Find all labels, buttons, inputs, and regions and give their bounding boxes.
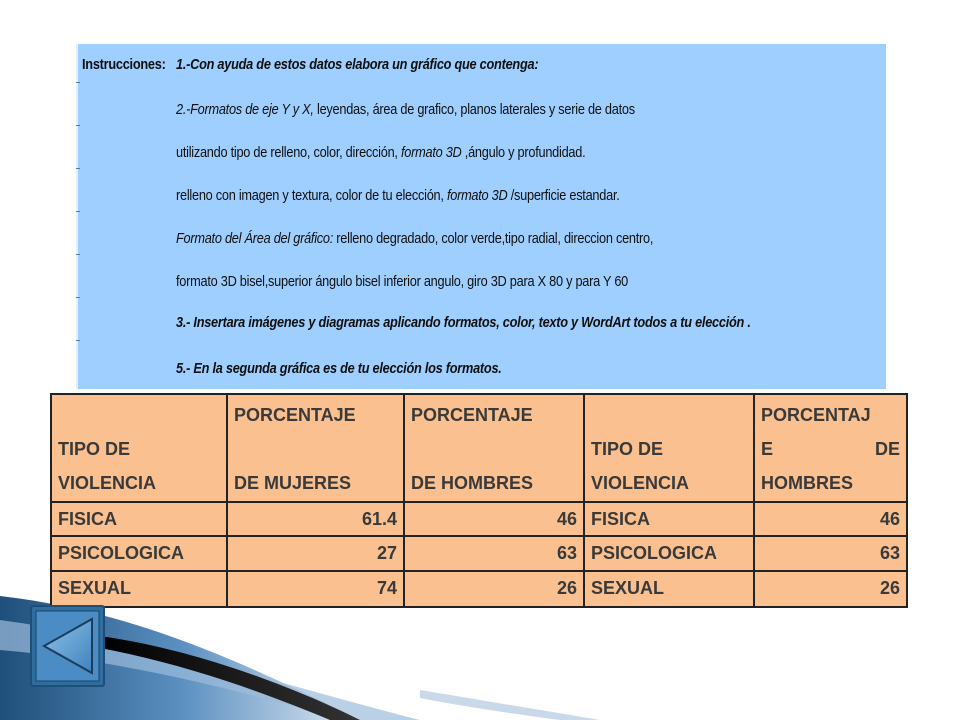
instruction-5-rest: relleno degradado, color verde,tipo radial, direccion centro, bbox=[333, 230, 654, 247]
instruction-3-b: ,ángulo y profundidad. bbox=[461, 144, 586, 161]
instruction-3 bbox=[176, 144, 585, 161]
header-hombres2-line2b: DE bbox=[874, 439, 900, 459]
table-row-3-tipo-2 bbox=[585, 572, 755, 606]
cell-text: FISICA bbox=[58, 509, 118, 529]
table-row-2-tipo bbox=[52, 537, 228, 572]
instruction-5-italic: Formato del Área del gráfico: bbox=[176, 230, 334, 247]
table-row-2-hombres-2 bbox=[755, 537, 906, 572]
back-button[interactable] bbox=[30, 605, 105, 687]
table-row-3-hombres bbox=[405, 572, 585, 606]
table-row-2-mujeres bbox=[228, 537, 405, 572]
table-row-1-hombres-2 bbox=[755, 503, 906, 537]
cell-text: PSICOLOGICA bbox=[58, 543, 185, 563]
cell-text: SEXUAL bbox=[58, 578, 132, 598]
header-hombres-line2: DE HOMBRES bbox=[411, 473, 534, 493]
instruction-4-a: relleno con imagen y textura, color de tu elección, bbox=[176, 187, 447, 204]
header-tipo-line2: VIOLENCIA bbox=[58, 473, 157, 493]
cell-text: 74 bbox=[376, 578, 397, 598]
instruction-4-b: /superficie estandar. bbox=[507, 187, 620, 204]
violence-data-table bbox=[50, 393, 908, 608]
instruction-3-italic: formato 3D bbox=[400, 144, 462, 161]
instructions-panel bbox=[76, 44, 886, 389]
table-row-1-mujeres bbox=[228, 503, 405, 537]
panel-gridline-ticks bbox=[76, 44, 82, 389]
instruction-4-italic: formato 3D bbox=[446, 187, 508, 204]
instruction-2-italic: 2.-Formatos de eje Y y X, bbox=[176, 101, 314, 118]
instruction-7: 3.- Insertara imágenes y diagramas aplicando formatos, color, texto y WordArt todos a tu elección . bbox=[176, 314, 751, 331]
table-row-2-tipo-2 bbox=[585, 537, 755, 572]
instruction-1: 1.-Con ayuda de estos datos elabora un gráfico que contenga: bbox=[176, 56, 539, 73]
instruction-2-rest: leyendas, área de grafico, planos laterales y serie de datos bbox=[313, 101, 635, 118]
header-hombres-line1: PORCENTAJE bbox=[411, 405, 533, 425]
instruction-6: formato 3D bisel,superior ángulo bisel inferior angulo, giro 3D para X 80 y para Y 60 bbox=[176, 273, 629, 290]
header-tipo2-line1: TIPO DE bbox=[591, 439, 664, 459]
cell-text: 63 bbox=[879, 543, 900, 563]
instructions-heading: Instrucciones: bbox=[82, 56, 166, 73]
cell-text: SEXUAL bbox=[591, 578, 665, 598]
header-porcentaje-hombres-2 bbox=[755, 395, 906, 503]
instruction-3-a: utilizando tipo de relleno, color, dirección, bbox=[176, 144, 401, 161]
instruction-4 bbox=[176, 187, 620, 204]
table-row-1-tipo-2 bbox=[585, 503, 755, 537]
table-row-1-hombres bbox=[405, 503, 585, 537]
header-porcentaje-mujeres bbox=[228, 395, 405, 503]
table-row-1-tipo bbox=[52, 503, 228, 537]
cell-text: 63 bbox=[556, 543, 577, 563]
header-porcentaje-hombres bbox=[405, 395, 585, 503]
cell-text: 27 bbox=[376, 543, 397, 563]
back-triangle-icon bbox=[32, 607, 103, 685]
table-row-2-hombres bbox=[405, 537, 585, 572]
header-hombres2-line1: PORCENTAJ bbox=[761, 405, 871, 425]
header-hombres2-line3: HOMBRES bbox=[761, 473, 854, 493]
header-tipo2-line2: VIOLENCIA bbox=[591, 473, 690, 493]
header-tipo-line1: TIPO DE bbox=[58, 439, 131, 459]
instruction-8: 5.- En la segunda gráfica es de tu elección los formatos. bbox=[176, 360, 502, 377]
cell-text: 26 bbox=[556, 578, 577, 598]
header-tipo-violencia-2 bbox=[585, 395, 755, 503]
header-mujeres-line1: PORCENTAJE bbox=[234, 405, 356, 425]
cell-text: 61.4 bbox=[361, 509, 397, 529]
cell-text: FISICA bbox=[591, 509, 651, 529]
cell-text: 26 bbox=[879, 578, 900, 598]
cell-text: 46 bbox=[879, 509, 900, 529]
header-hombres2-line2a: E bbox=[761, 439, 774, 459]
cell-text: 46 bbox=[556, 509, 577, 529]
instruction-2 bbox=[176, 101, 635, 118]
header-tipo-violencia bbox=[52, 395, 228, 503]
table-row-3-mujeres bbox=[228, 572, 405, 606]
table-row-3-hombres-2 bbox=[755, 572, 906, 606]
header-mujeres-line2: DE MUJERES bbox=[234, 473, 352, 493]
instruction-5 bbox=[176, 230, 653, 247]
table-row-3-tipo bbox=[52, 572, 228, 606]
cell-text: PSICOLOGICA bbox=[591, 543, 718, 563]
